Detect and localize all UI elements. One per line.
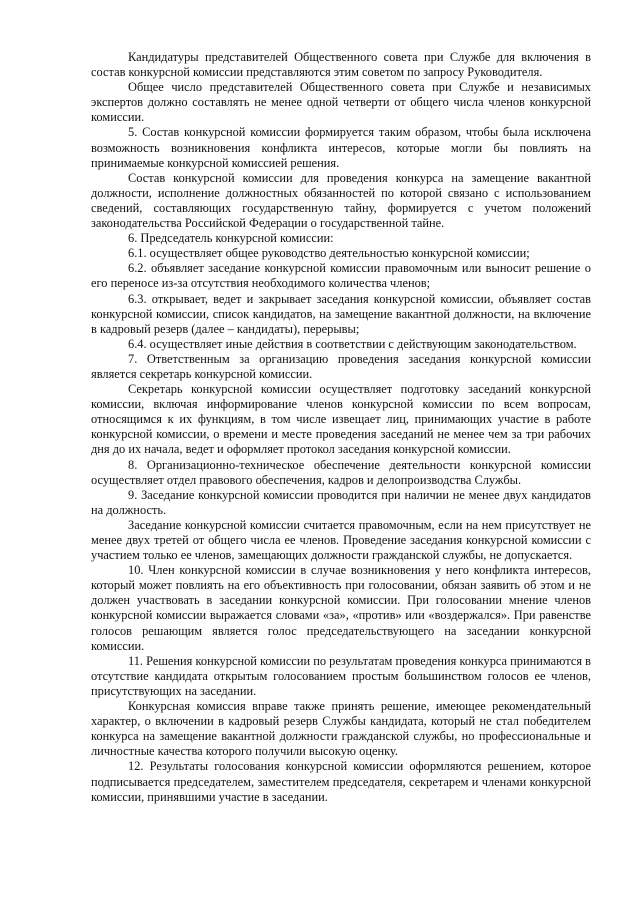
paragraph-5-composition: 5. Состав конкурсной комиссии формируется таким образом, чтобы была исключена возможность возникновения конфликта интересов, которые могли бы повлиять на принимаемые конкурсной комиссией решения.	[91, 125, 591, 170]
paragraph-8-support: 8. Организационно-техническое обеспечение деятельности конкурсной комиссии осуществляет отдел правового обеспечения, кадров и делопроизводства Службы.	[91, 457, 591, 487]
paragraph-representatives-nomination: Кандидатуры представителей Общественного совета при Службе для включения в состав конкурсной комиссии представляются этим советом по запросу Руководителя.	[91, 50, 591, 80]
paragraph-10-conflict: 10. Член конкурсной комиссии в случае возникновения у него конфликта интересов, который может повлиять на его объективность при голосовании, обязан заявить об этом и не должен участвовать в заседании конкурсной комиссии. При голосовании мнение членов конкурсной комиссии выражается словами «за», «против» или «воздержался». При равенстве голосов решающим является голос председательствующего на заседании конкурсной комиссии.	[91, 563, 591, 653]
paragraph-6-4: 6.4. осуществляет иные действия в соответствии с действующим законодательством.	[128, 336, 577, 351]
paragraph-state-secret: Состав конкурсной комиссии для проведения конкурса на замещение вакантной должности, исполнение должностных обязанностей по которой связано с использованием сведений, составляющих государственную тайну, формируется с учетом положений законодательства Российской Федерации о государственной тайне.	[91, 170, 591, 231]
document-page	[91, 50, 591, 805]
paragraph-7-secretary: 7. Ответственным за организацию проведения заседания конкурсной комиссии является секретарь конкурсной комиссии.	[91, 351, 591, 381]
paragraph-12-results: 12. Результаты голосования конкурсной комиссии оформляются решением, которое подписывается председателем, заместителем председателя, секретарем и членами конкурсной комиссии, принявшими участие в заседании.	[91, 759, 591, 804]
paragraph-6-chairman: 6. Председатель конкурсной комиссии:	[128, 231, 334, 246]
paragraph-9-meeting: 9. Заседание конкурсной комиссии проводится при наличии не менее двух кандидатов на должность.	[91, 487, 591, 517]
paragraph-6-2: 6.2. объявляет заседание конкурсной комиссии правомочным или выносит решение о его переносе из-за отсутствия необходимого количества членов;	[91, 261, 591, 291]
paragraph-6-1: 6.1. осуществляет общее руководство деятельностью конкурсной комиссии;	[128, 246, 530, 261]
paragraph-11-decisions: 11. Решения конкурсной комиссии по результатам проведения конкурса принимаются в отсутствие кандидата открытым голосованием простым большинством голосов ее членов, присутствующих на заседании.	[91, 653, 591, 698]
paragraph-secretary-duties: Секретарь конкурсной комиссии осуществляет подготовку заседаний конкурсной комиссии, включая информирование членов конкурсной комиссии по всем вопросам, относящимся к их функциям, в том числе извещает лиц, принимающих участие в работе конкурсной комиссии, о времени и месте проведения заседаний не менее чем за три рабочих дня до их начала, ведет и оформляет протокол заседания конкурсной комиссии.	[91, 382, 591, 457]
paragraph-quorum: Заседание конкурсной комиссии считается правомочным, если на нем присутствует не менее двух третей от общего числа ее членов. Проведение заседания конкурсной комиссии с участием только ее членов, замещающих должности гражданской службы, не допускается.	[91, 517, 591, 563]
paragraph-reserve-recommendation: Конкурсная комиссия вправе также принять решение, имеющее рекомендательный характер, о включении в кадровый резерв Службы кандидата, который не стал победителем конкурса на замещение вакантной должности гражданской службы, но профессиональные и личностные качества которого получили высокую оценку.	[91, 699, 591, 759]
paragraph-representatives-count: Общее число представителей Общественного совета при Службе и независимых экспертов должно составлять не менее одной четверти от общего числа членов конкурсной комиссии.	[91, 80, 591, 125]
paragraph-6-3: 6.3. открывает, ведет и закрывает заседания конкурсной комиссии, объявляет состав конкурсной комиссии, список кандидатов, на замещение вакантной должности, на включение в кадровый резерв (далее – кандидаты), перерывы;	[91, 291, 591, 336]
